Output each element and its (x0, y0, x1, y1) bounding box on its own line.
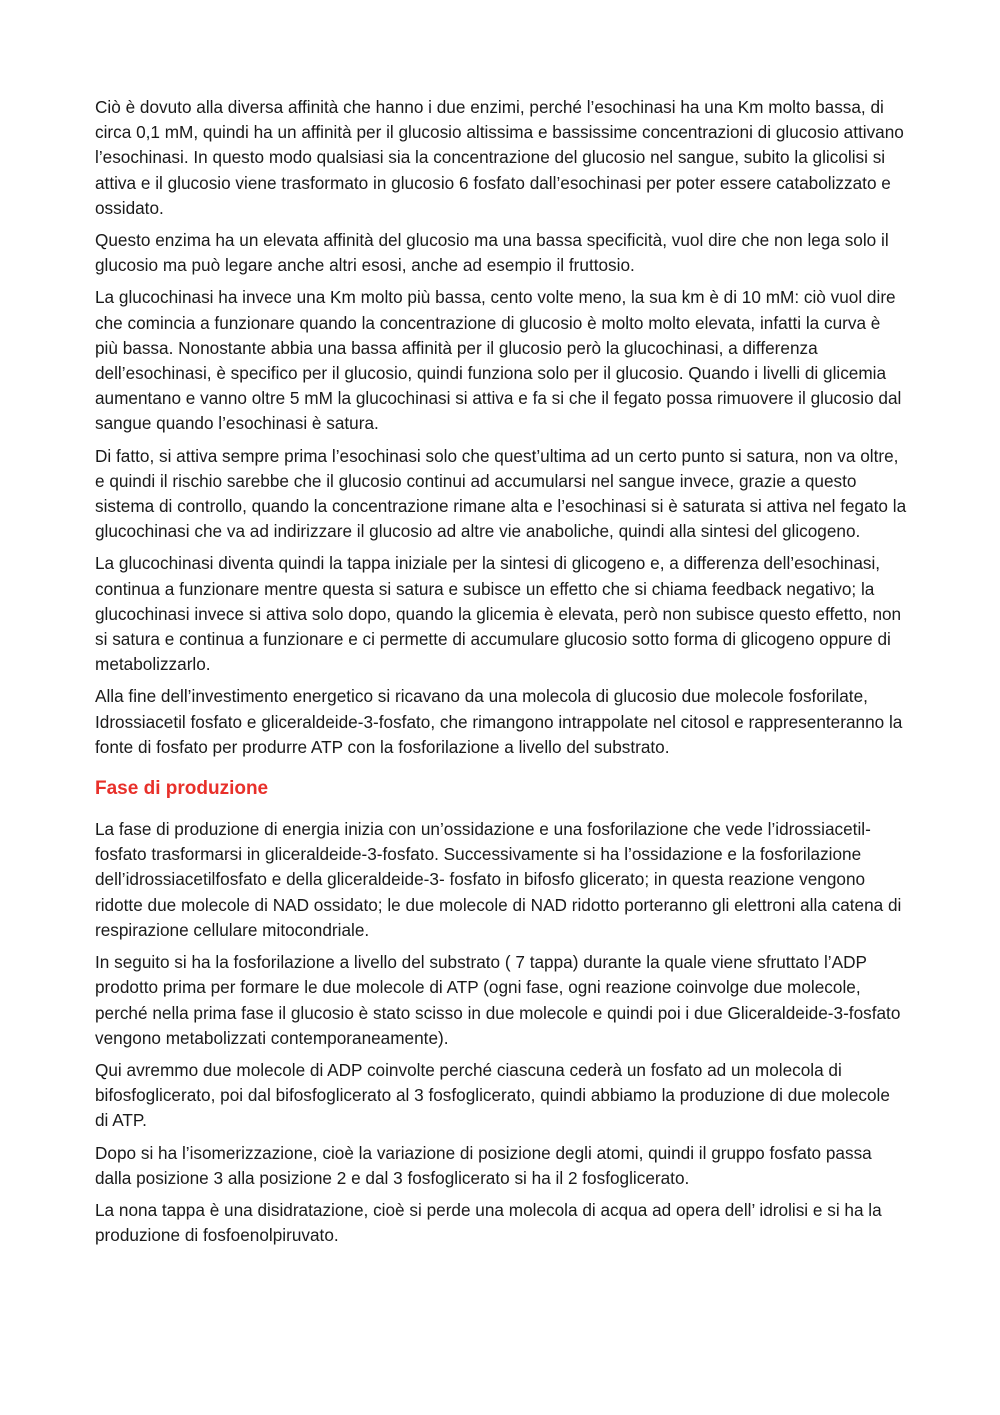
section-heading-fase-produzione: Fase di produzione (95, 778, 269, 800)
paragraph-specificita-esochinasi: Questo enzima ha un elevata affinità del glucosio ma una bassa specificità, vuol dire che non lega solo il glucosio ma può legare anche altri esosi, anche ad esempio il fruttosio. (95, 230, 889, 276)
paragraph-investimento-energetico: Alla fine dell’investimento energetico si ricavano da una molecola di glucosio due molecole fosforilate, Idrossiacetil fosfato e gliceraldeide-3-fosfato, che rimangono intrappolate nel citosol e rappresenteranno la fonte di fosfato per produrre ATP con la fosforilazione a livello del substrato. (95, 686, 903, 757)
paragraph-fosforilazione-substrato: In seguito si ha la fosforilazione a livello del substrato ( 7 tappa) durante la quale viene sfruttato l’ADP prodotto prima per formare le due molecole di ATP (ogni fase, ogni reazione coinvolge due molecole, perché nella prima fase il glucosio è stato scisso in due molecole e quindi poi i due Gliceraldeide-3-fosfato vengono metabolizzati contemporaneamente). (95, 952, 901, 1048)
document-page (95, 95, 907, 1255)
paragraph-ossidazione-fosforilazione: La fase di produzione di energia inizia con un’ossidazione e una fosforilazione che vede l’idrossiacetil-fosfato trasformarsi in gliceraldeide-3-fosfato. Successivamente si ha l’ossidazione e la fosforilazione dell’idrossiacetilfosfato e della gliceraldeide-3- fosfato in bifosfo glicerato; in questa reazione vengono ridotte due molecole di NAD ossidato; le due molecole di NAD ridotto porteranno gli elettroni alla catena di respirazione cellulare mitocondriale. (95, 819, 902, 940)
paragraph-molecole-adp: Qui avremmo due molecole di ADP coinvolte perché ciascuna cederà un fosfato ad un molecola di bifosfoglicerato, poi dal bifosfoglicerato al 3 fosfoglicerato, quindi abbiamo la produzione di due molecole di ATP. (95, 1059, 890, 1131)
paragraph-isomerizzazione: Dopo si ha l’isomerizzazione, cioè la variazione di posizione degli atomi, quindi il gruppo fosfato passa dalla posizione 3 alla posizione 2 e dal 3 fosfoglicerato si ha il 2 fosfoglicerato. (95, 1142, 872, 1188)
paragraph-disidratazione: La nona tappa è una disidratazione, cioè si perde una molecola di acqua ad opera dell’ idrolisi e si ha la produzione di fosfoenolpiruvato. (95, 1199, 882, 1246)
paragraph-sintesi-glicogeno: La glucochinasi diventa quindi la tappa iniziale per la sintesi di glicogeno e, a differenza dell’esochinasi, continua a funzionare mentre questa si satura e subisce un effetto che si chiama feedback negativo; la glucochinasi invece si attiva solo dopo, quando la glicemia è elevata, però non subisce questo effetto, non si satura e continua a funzionare e ci permette di accumulare glucosio sotto forma di glicogeno oppure di metabolizzarlo. (95, 553, 902, 675)
paragraph-glucochinasi-km: La glucochinasi ha invece una Km molto più bassa, cento volte meno, la sua km è di 10 mM: ciò vuol dire che comincia a funzionare quando la concentrazione di glucosio è molto molto elevata, infatti la curva è più bassa. Nonostante abbia una bassa affinità per il glucosio però la glucochinasi, a differenza dell’esochinasi, è specifico per il glucosio, quindi funziona solo per il glucosio. Quando i livelli di glicemia aumentano e vanno oltre 5 mM la glucochinasi si attiva e fa si che il fegato possa rimuovere il glucosio dal sangue quando l’esochinasi è satura. (95, 287, 902, 434)
paragraph-affinita-enzimi: Ciò è dovuto alla diversa affinità che hanno i due enzimi, perché l’esochinasi ha una Km molto bassa, di circa 0,1 mM, quindi ha un affinità per il glucosio altissima e bassissime concentrazioni di glucosio attivano l’esochinasi. In questo modo qualsiasi sia la concentrazione del glucosio nel sangue, subito la glicolisi si attiva e il glucosio viene trasformato in glucosio 6 fosfato dall’esochinasi per poter essere catabolizzato e ossidato. (95, 97, 904, 218)
paragraph-saturazione-esochinasi: Di fatto, si attiva sempre prima l’esochinasi solo che quest’ultima ad un certo punto si satura, non va oltre, e quindi il rischio sarebbe che il glucosio continui ad accumularsi nel sangue invece, grazie a questo sistema di controllo, quando la concentrazione rimane alta e l’esochinasi si è saturata si attiva nel fegato la glucochinasi che va ad indirizzare il glucosio ad altre vie anaboliche, quindi alla sintesi del glicogeno. (95, 445, 907, 542)
